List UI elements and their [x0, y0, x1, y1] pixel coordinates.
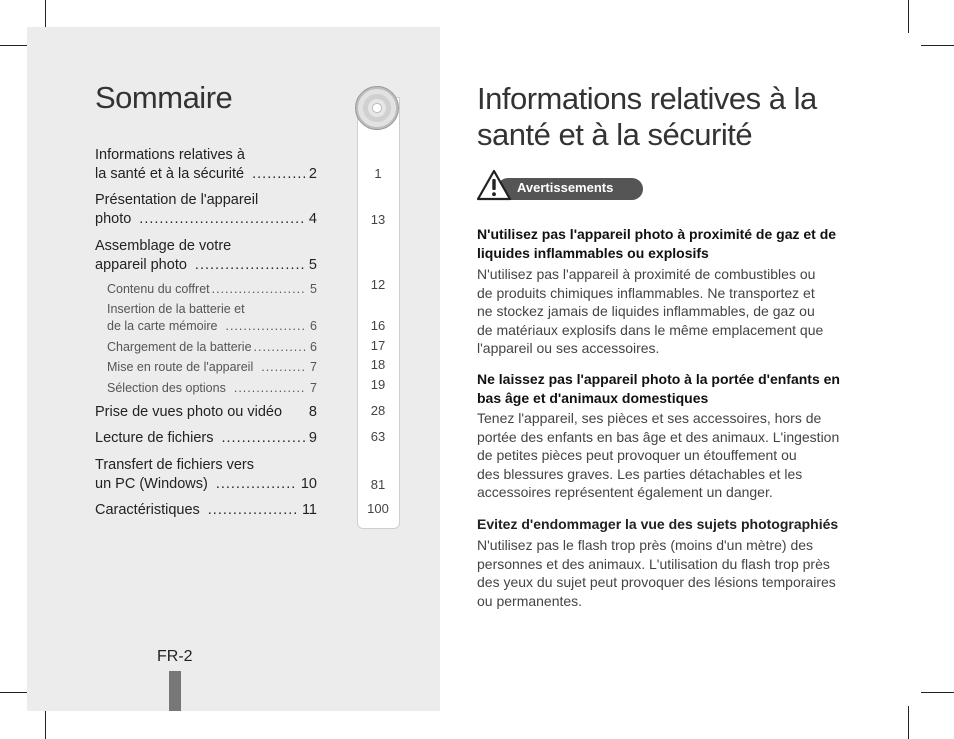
toc-leader — [254, 339, 307, 356]
heading-line: Evitez d'endommager la vue des sujets photographiés — [477, 516, 839, 532]
body-line: des blessures graves. Les parties détachables et les — [477, 465, 803, 482]
toc-leader — [261, 359, 306, 376]
toc-entry-label: Caractéristiques — [95, 502, 200, 518]
body-line: ne stockez jamais de liquides inflammables, de gaz ou — [477, 303, 815, 319]
toc-entry-label: Chargement de la batterie — [107, 340, 252, 354]
toc-leader — [139, 210, 305, 229]
toc-entry-label: Contenu du coffret — [107, 282, 210, 296]
section-heading-gas — [477, 225, 857, 262]
toc-entry-health-safety[interactable] — [95, 146, 317, 184]
toc-leader — [212, 281, 306, 298]
toc-leader — [221, 429, 304, 448]
body-line: l'appareil ou ses accessoires. — [477, 340, 660, 356]
strip-page-number: 16 — [370, 318, 386, 333]
crop-mark — [921, 692, 954, 693]
toc-subentry-charging[interactable] — [107, 339, 317, 356]
toc-entry-label: photo — [95, 211, 132, 227]
toc-page-number: 7 — [310, 360, 317, 374]
toc-entry-label: Mise en route de l'appareil — [107, 360, 254, 374]
body-line: accessoires représentent également un danger. — [477, 484, 773, 500]
safety-title-line-1: Informations relatives à la — [477, 81, 817, 116]
body-line: portée des enfants en bas âge et des animaux. L'ingestion — [477, 428, 840, 445]
heading-line: liquides inflammables ou explosifs — [477, 244, 709, 261]
disc-icon — [355, 86, 399, 130]
toc-entry-label: Assemblage de votre — [95, 238, 232, 254]
warning-label: Avertissements — [517, 180, 614, 195]
body-line: Tenez l'appareil, ses pièces et ses accessoires, hors de — [477, 410, 822, 426]
crop-mark — [921, 45, 954, 46]
page-number-strip — [357, 97, 400, 529]
page-tab-marker — [169, 671, 181, 711]
strip-page-number: 17 — [370, 338, 386, 353]
section-body-eyes — [477, 536, 857, 610]
strip-page-number: 13 — [370, 212, 386, 227]
heading-line: Ne laissez pas l'appareil photo à la portée d'enfants en — [477, 371, 840, 387]
section-heading-children — [477, 370, 857, 407]
toc-entry-assembly[interactable] — [95, 237, 317, 275]
section-body-children — [477, 409, 857, 502]
toc-entry-shooting[interactable] — [95, 403, 317, 422]
body-line: de petites pièces peut provoquer un étouffement ou — [477, 447, 797, 463]
body-line: personnes et des animaux. L'utilisation du flash trop près — [477, 555, 830, 572]
body-line: N'utilisez pas l'appareil à proximité de combustibles ou — [477, 266, 816, 282]
heading-line: N'utilisez pas l'appareil photo à proximité de gaz et de — [477, 226, 837, 242]
safety-title-line-2: santé et à la sécurité — [477, 117, 753, 152]
toc-entry-transfer[interactable] — [95, 456, 317, 494]
page-number-label: FR-2 — [157, 648, 193, 665]
strip-page-number: 18 — [370, 357, 386, 372]
toc-leader — [208, 501, 298, 520]
toc-entry-label: appareil photo — [95, 257, 187, 273]
toc-entry-label: Prise de vues photo ou vidéo — [95, 404, 283, 420]
toc-entry-label: Transfert de fichiers vers — [95, 457, 255, 473]
section-body-gas — [477, 265, 857, 358]
body-line: de matériaux explosifs dans le même emplacement que — [477, 321, 824, 338]
crop-mark — [908, 0, 909, 33]
heading-line: bas âge et d'animaux domestiques — [477, 389, 709, 406]
toc-page-number: 5 — [310, 282, 317, 296]
toc-entry-presentation[interactable] — [95, 191, 317, 229]
toc-entry-label: Insertion de la batterie et — [107, 302, 245, 316]
toc-page-number: 6 — [310, 340, 317, 354]
toc-page-number: 11 — [301, 502, 317, 518]
toc-entry-playback[interactable] — [95, 429, 317, 448]
toc-leader — [216, 475, 297, 494]
toc-page-number: 5 — [308, 257, 317, 273]
strip-page-number: 63 — [370, 429, 386, 444]
toc-subentry-options[interactable] — [107, 380, 317, 397]
strip-page-number: 81 — [370, 477, 386, 492]
warning-triangle-icon — [476, 169, 512, 201]
strip-page-number: 12 — [370, 277, 386, 292]
toc-title: Sommaire — [95, 80, 233, 115]
toc-page-number: 2 — [308, 166, 317, 182]
toc-subentry-battery-card[interactable] — [107, 301, 317, 335]
strip-page-number: 100 — [367, 501, 389, 516]
toc-entry-label: la santé et à la sécurité — [95, 166, 245, 182]
toc-entry-specifications[interactable] — [95, 501, 317, 520]
toc-entry-label: Lecture de fichiers — [95, 430, 214, 446]
toc-page-number: 4 — [308, 211, 317, 227]
toc-page-number: 6 — [310, 319, 317, 333]
section-heading-eyes — [477, 515, 857, 534]
toc-entry-label: de la carte mémoire — [107, 319, 218, 333]
toc-page-number: 9 — [308, 430, 317, 446]
body-line: de produits chimiques inflammables. Ne transportez et — [477, 284, 815, 301]
toc-leader — [252, 165, 305, 184]
toc-subentry-box-contents[interactable] — [107, 281, 317, 298]
toc-page-number: 7 — [310, 381, 317, 395]
strip-page-number: 1 — [374, 166, 382, 181]
body-line: des yeux du sujet peut provoquer des lésions temporaires — [477, 574, 836, 590]
toc-entry-label: Présentation de l'appareil — [95, 192, 259, 208]
body-line: ou permanentes. — [477, 592, 583, 609]
strip-page-number: 19 — [370, 377, 386, 392]
toc-entry-label: un PC (Windows) — [95, 476, 208, 492]
toc-entry-label: Sélection des options — [107, 381, 226, 395]
crop-mark — [908, 706, 909, 739]
toc-subentry-power-on[interactable] — [107, 359, 317, 376]
toc-page-number: 8 — [308, 404, 317, 420]
strip-page-number: 28 — [370, 403, 386, 418]
toc-leader — [225, 318, 306, 335]
toc-page-number: 10 — [300, 476, 317, 492]
toc-leader — [195, 256, 305, 275]
body-line: N'utilisez pas le flash trop près (moins d'un mètre) des — [477, 537, 814, 553]
toc-entry-label: Informations relatives à — [95, 147, 245, 163]
toc-leader — [234, 380, 306, 397]
